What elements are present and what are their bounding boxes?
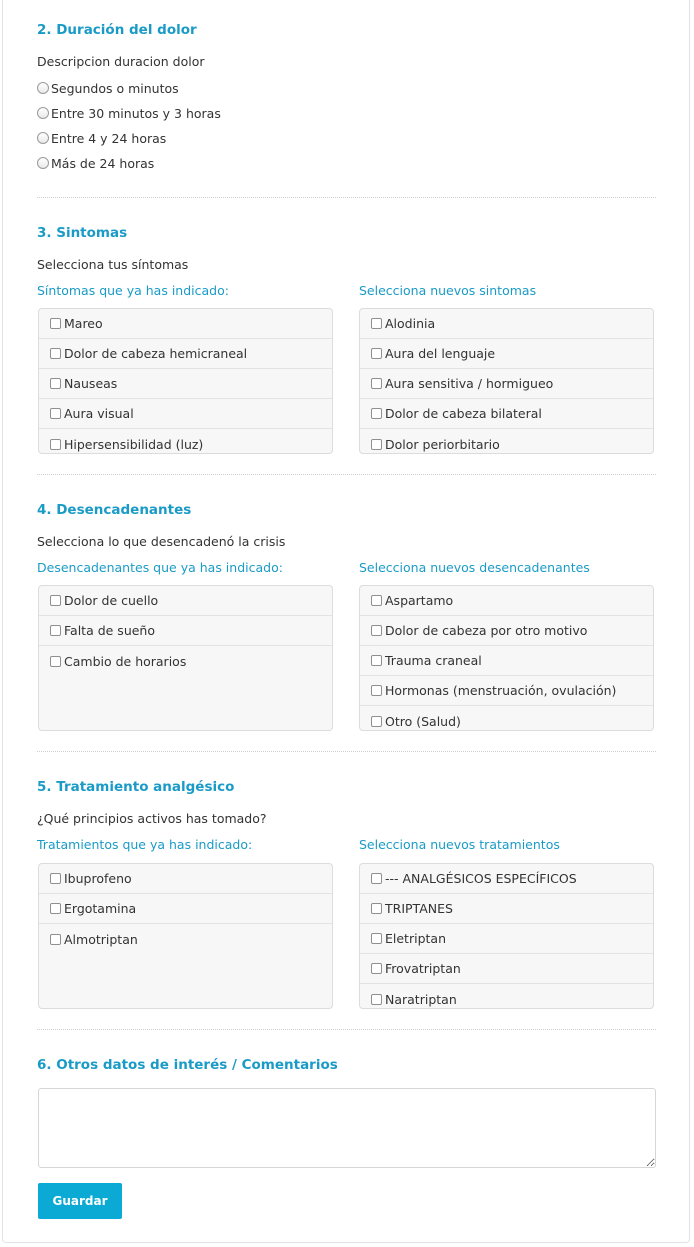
radio-icon[interactable] bbox=[37, 82, 49, 94]
checkbox-icon[interactable] bbox=[50, 439, 61, 450]
checkbox-icon[interactable] bbox=[50, 934, 61, 945]
radio-icon[interactable] bbox=[37, 157, 49, 169]
checkbox-icon[interactable] bbox=[50, 348, 61, 359]
comments-title: 6. Otros datos de interés / Comentarios bbox=[37, 1057, 338, 1073]
triggers-description: Selecciona lo que desencadenó la crisis bbox=[37, 534, 286, 549]
triggers-indicated-list bbox=[38, 585, 333, 731]
symptoms-new-label: Selecciona nuevos sintomas bbox=[359, 283, 537, 298]
save-button[interactable]: Guardar bbox=[38, 1183, 122, 1219]
list-item[interactable]: Trauma craneal bbox=[360, 646, 653, 676]
treatment-indicated-list bbox=[38, 863, 333, 1009]
symptoms-indicated-label: Síntomas que ya has indicado: bbox=[37, 283, 229, 298]
checkbox-icon[interactable] bbox=[50, 595, 61, 606]
list-item[interactable]: Mareo bbox=[39, 309, 332, 339]
list-item[interactable]: Hipersensibilidad (luz) bbox=[39, 429, 332, 454]
checkbox-icon[interactable] bbox=[50, 408, 61, 419]
list-item[interactable]: Aura visual bbox=[39, 399, 332, 429]
symptoms-description: Selecciona tus síntomas bbox=[37, 257, 189, 272]
checkbox-icon[interactable] bbox=[371, 963, 382, 974]
checkbox-icon[interactable] bbox=[50, 378, 61, 389]
comments-textarea[interactable] bbox=[38, 1088, 656, 1168]
list-item[interactable]: Hormonas (menstruación, ovulación) bbox=[360, 676, 653, 706]
checkbox-icon[interactable] bbox=[371, 595, 382, 606]
triggers-new-label: Selecciona nuevos desencadenantes bbox=[359, 560, 590, 575]
section-divider bbox=[37, 1029, 656, 1030]
list-item[interactable]: Otro (Salud) bbox=[360, 706, 653, 731]
list-item[interactable]: Eletriptan bbox=[360, 924, 653, 954]
radio-icon[interactable] bbox=[37, 107, 49, 119]
checkbox-icon[interactable] bbox=[50, 318, 61, 329]
list-item[interactable]: Dolor de cuello bbox=[39, 586, 332, 616]
section-divider bbox=[37, 751, 656, 752]
symptoms-new-list bbox=[359, 308, 654, 454]
checkbox-icon[interactable] bbox=[371, 625, 382, 636]
list-item[interactable]: Dolor de cabeza bilateral bbox=[360, 399, 653, 429]
triggers-new-list bbox=[359, 585, 654, 731]
list-item[interactable]: Ergotamina bbox=[39, 894, 332, 924]
radio-icon[interactable] bbox=[37, 132, 49, 144]
checkbox-icon[interactable] bbox=[371, 348, 382, 359]
symptoms-title: 3. Sintomas bbox=[37, 225, 128, 241]
list-item[interactable]: Aura sensitiva / hormigueo bbox=[360, 369, 653, 399]
treatment-title: 5. Tratamiento analgésico bbox=[37, 779, 235, 795]
treatment-indicated-label: Tratamientos que ya has indicado: bbox=[37, 837, 253, 852]
checkbox-icon[interactable] bbox=[371, 439, 382, 450]
list-item[interactable]: --- ANALGÉSICOS ESPECÍFICOS bbox=[360, 864, 653, 894]
checkbox-icon[interactable] bbox=[371, 408, 382, 419]
checkbox-icon[interactable] bbox=[371, 655, 382, 666]
duration-option-3[interactable]: Entre 4 y 24 horas bbox=[37, 128, 166, 148]
list-item[interactable]: Alodinia bbox=[360, 309, 653, 339]
checkbox-icon[interactable] bbox=[50, 873, 61, 884]
checkbox-icon[interactable] bbox=[371, 318, 382, 329]
checkbox-icon[interactable] bbox=[371, 933, 382, 944]
checkbox-icon[interactable] bbox=[371, 716, 382, 727]
checkbox-icon[interactable] bbox=[50, 656, 61, 667]
duration-option-2[interactable]: Entre 30 minutos y 3 horas bbox=[37, 103, 221, 123]
checkbox-icon[interactable] bbox=[371, 378, 382, 389]
treatment-new-label: Selecciona nuevos tratamientos bbox=[359, 837, 560, 852]
list-item[interactable]: Frovatriptan bbox=[360, 954, 653, 984]
list-item[interactable]: Naratriptan bbox=[360, 984, 653, 1009]
duration-description: Descripcion duracion dolor bbox=[37, 54, 205, 69]
checkbox-icon[interactable] bbox=[371, 994, 382, 1005]
list-item[interactable]: Ibuprofeno bbox=[39, 864, 332, 894]
list-item[interactable]: Aura del lenguaje bbox=[360, 339, 653, 369]
list-item[interactable]: Cambio de horarios bbox=[39, 646, 332, 676]
checkbox-icon[interactable] bbox=[50, 625, 61, 636]
section-divider bbox=[37, 474, 656, 475]
list-item[interactable]: Dolor periorbitario bbox=[360, 429, 653, 454]
triggers-indicated-label: Desencadenantes que ya has indicado: bbox=[37, 560, 283, 575]
list-item[interactable]: TRIPTANES bbox=[360, 894, 653, 924]
duration-option-1[interactable]: Segundos o minutos bbox=[37, 78, 179, 98]
checkbox-icon[interactable] bbox=[371, 685, 382, 696]
list-item[interactable]: Nauseas bbox=[39, 369, 332, 399]
list-item[interactable]: Aspartamo bbox=[360, 586, 653, 616]
list-item[interactable]: Almotriptan bbox=[39, 924, 332, 954]
list-item[interactable]: Dolor de cabeza por otro motivo bbox=[360, 616, 653, 646]
symptoms-indicated-list bbox=[38, 308, 333, 454]
duration-title: 2. Duración del dolor bbox=[37, 22, 197, 38]
duration-option-4[interactable]: Más de 24 horas bbox=[37, 153, 154, 173]
checkbox-icon[interactable] bbox=[371, 873, 382, 884]
treatment-new-list bbox=[359, 863, 654, 1009]
section-divider bbox=[37, 197, 656, 198]
checkbox-icon[interactable] bbox=[50, 903, 61, 914]
treatment-description: ¿Qué principios activos has tomado? bbox=[37, 811, 267, 826]
checkbox-icon[interactable] bbox=[371, 903, 382, 914]
list-item[interactable]: Falta de sueño bbox=[39, 616, 332, 646]
list-item[interactable]: Dolor de cabeza hemicraneal bbox=[39, 339, 332, 369]
triggers-title: 4. Desencadenantes bbox=[37, 502, 192, 518]
